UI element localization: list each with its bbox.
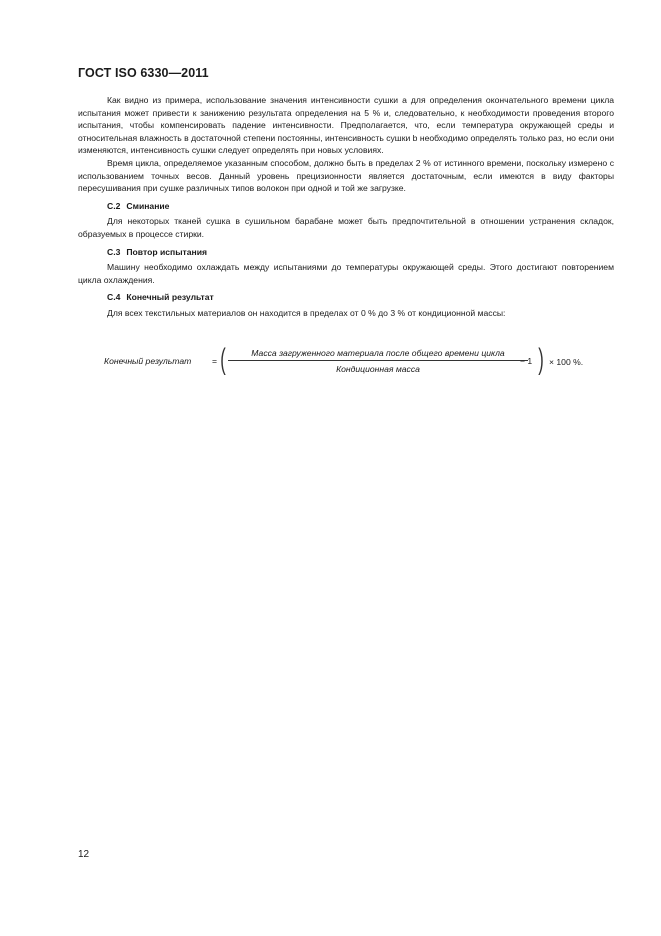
section-title: Сминание [126, 200, 170, 211]
document-body [78, 94, 614, 320]
paragraph-creasing: Для некоторых тканей сушка в сушильном барабане может быть предпочтительной в отношении устранения складок, образуемых в процессе стирки. [78, 216, 614, 239]
formula-lhs: Конечный результат [104, 356, 192, 366]
paragraph-drying-example: Как видно из примера, использование значения интенсивности сушки a для определения окончательного времени цикла испытания может привести к занижению результата определения на 5 % и, следовательно, к необходимости проведения второго испытания, чтобы компенсировать падение интенсивности. Предполагается, что, если температура окружающей среды и относительная влажность в достаточной степени постоянны, интенсивность сушки b необходимо определять только раз, но если они изменяются, интенсивность сушки следует определять при новых условиях. [78, 95, 614, 156]
formula-fraction [228, 348, 528, 374]
paragraph-repeat-test: Машину необходимо охлаждать между испытаниями до температуры окружающей среды. Этого достигают повторением цикла охлаждения. [78, 262, 614, 285]
section-number: С.2 [107, 200, 121, 211]
paragraph-cycle-time: Время цикла, определяемое указанным способом, должно быть в пределах 2 % от истинного времени, поскольку измерено с использованием точных весов. Данный уровень прецизионности является достаточным, если имеются в виду факторы пересушивания при сушке различных типов волокон при одной и той же загрузке. [78, 157, 614, 194]
section-heading-c3 [107, 246, 614, 259]
section-number: С.3 [107, 246, 121, 257]
formula-tail: × 100 %. [549, 357, 584, 367]
section-heading-c2 [107, 200, 614, 213]
formula-minus-one: − 1 [520, 356, 533, 366]
formula-equals: = [212, 356, 218, 366]
paragraph-final-result: Для всех текстильных материалов он находится в пределах от 0 % до 3 % от кондиционной массы: [107, 307, 506, 318]
formula-paren-right: ) [538, 343, 544, 376]
final-result-formula [104, 343, 624, 378]
formula-numerator: Масса загруженного материала после общего времени цикла [251, 348, 505, 358]
formula-paren-left: ( [220, 343, 226, 376]
section-title: Повтор испытания [126, 246, 208, 257]
section-number: С.4 [107, 292, 121, 303]
fraction-bar [228, 360, 528, 361]
page-number: 12 [78, 849, 90, 860]
section-title: Конечный результат [126, 292, 214, 303]
document-header: ГОСТ ISO 6330—2011 [78, 66, 209, 80]
formula-denominator: Кондиционная масса [336, 364, 420, 374]
section-heading-c4 [107, 291, 614, 304]
